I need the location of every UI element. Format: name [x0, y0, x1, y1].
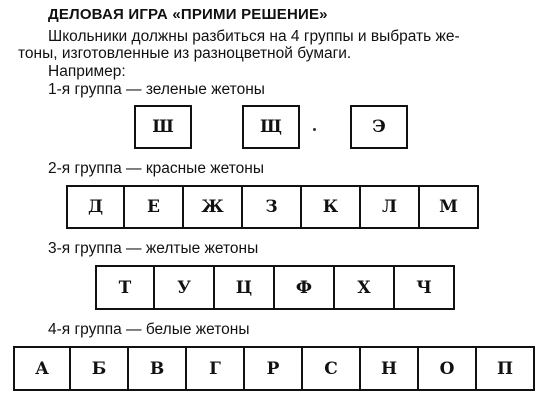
- group-2-label: 2-я группа — красные жетоны: [48, 160, 264, 177]
- token-card: Х: [335, 265, 395, 310]
- token-card: Т: [95, 265, 155, 310]
- token-card: З: [243, 185, 302, 229]
- token-card: Е: [125, 185, 184, 229]
- token-card: Э: [350, 105, 408, 149]
- token-card: Д: [66, 185, 125, 229]
- token-card: Б: [71, 346, 129, 391]
- token-card: Ф: [275, 265, 335, 310]
- intro-line-3: Например:: [48, 63, 126, 80]
- token-card: П: [477, 346, 535, 391]
- stray-dot: [313, 128, 316, 131]
- token-card: Р: [245, 346, 303, 391]
- group-4-label: 4-я группа — белые жетоны: [48, 321, 250, 338]
- token-card: Ш: [134, 105, 192, 149]
- token-card: Ц: [215, 265, 275, 310]
- group-2-cards: [66, 185, 479, 229]
- group-3-cards: [95, 265, 455, 310]
- group-1-label: 1-я группа — зеленые жетоны: [48, 81, 265, 98]
- token-card: Н: [361, 346, 419, 391]
- page-title: ДЕЛОВАЯ ИГРА «ПРИМИ РЕШЕНИЕ»: [48, 6, 328, 23]
- token-card: Ч: [395, 265, 455, 310]
- token-card: Ж: [184, 185, 243, 229]
- intro-line-1: Школьники должны разбиться на 4 группы и выбрать же-: [48, 28, 460, 45]
- token-card: О: [419, 346, 477, 391]
- token-card: Щ: [242, 105, 300, 149]
- group-1-cards: [0, 105, 542, 149]
- token-card: У: [155, 265, 215, 310]
- token-card: Л: [361, 185, 420, 229]
- intro-line-2: тоны, изготовленные из разноцветной бумаги.: [18, 45, 352, 62]
- token-card: А: [13, 346, 71, 391]
- token-card: Г: [187, 346, 245, 391]
- group-3-label: 3-я группа — желтые жетоны: [48, 240, 259, 257]
- token-card: В: [129, 346, 187, 391]
- token-card: К: [302, 185, 361, 229]
- token-card: С: [303, 346, 361, 391]
- token-card: М: [420, 185, 479, 229]
- group-4-cards: [13, 346, 535, 391]
